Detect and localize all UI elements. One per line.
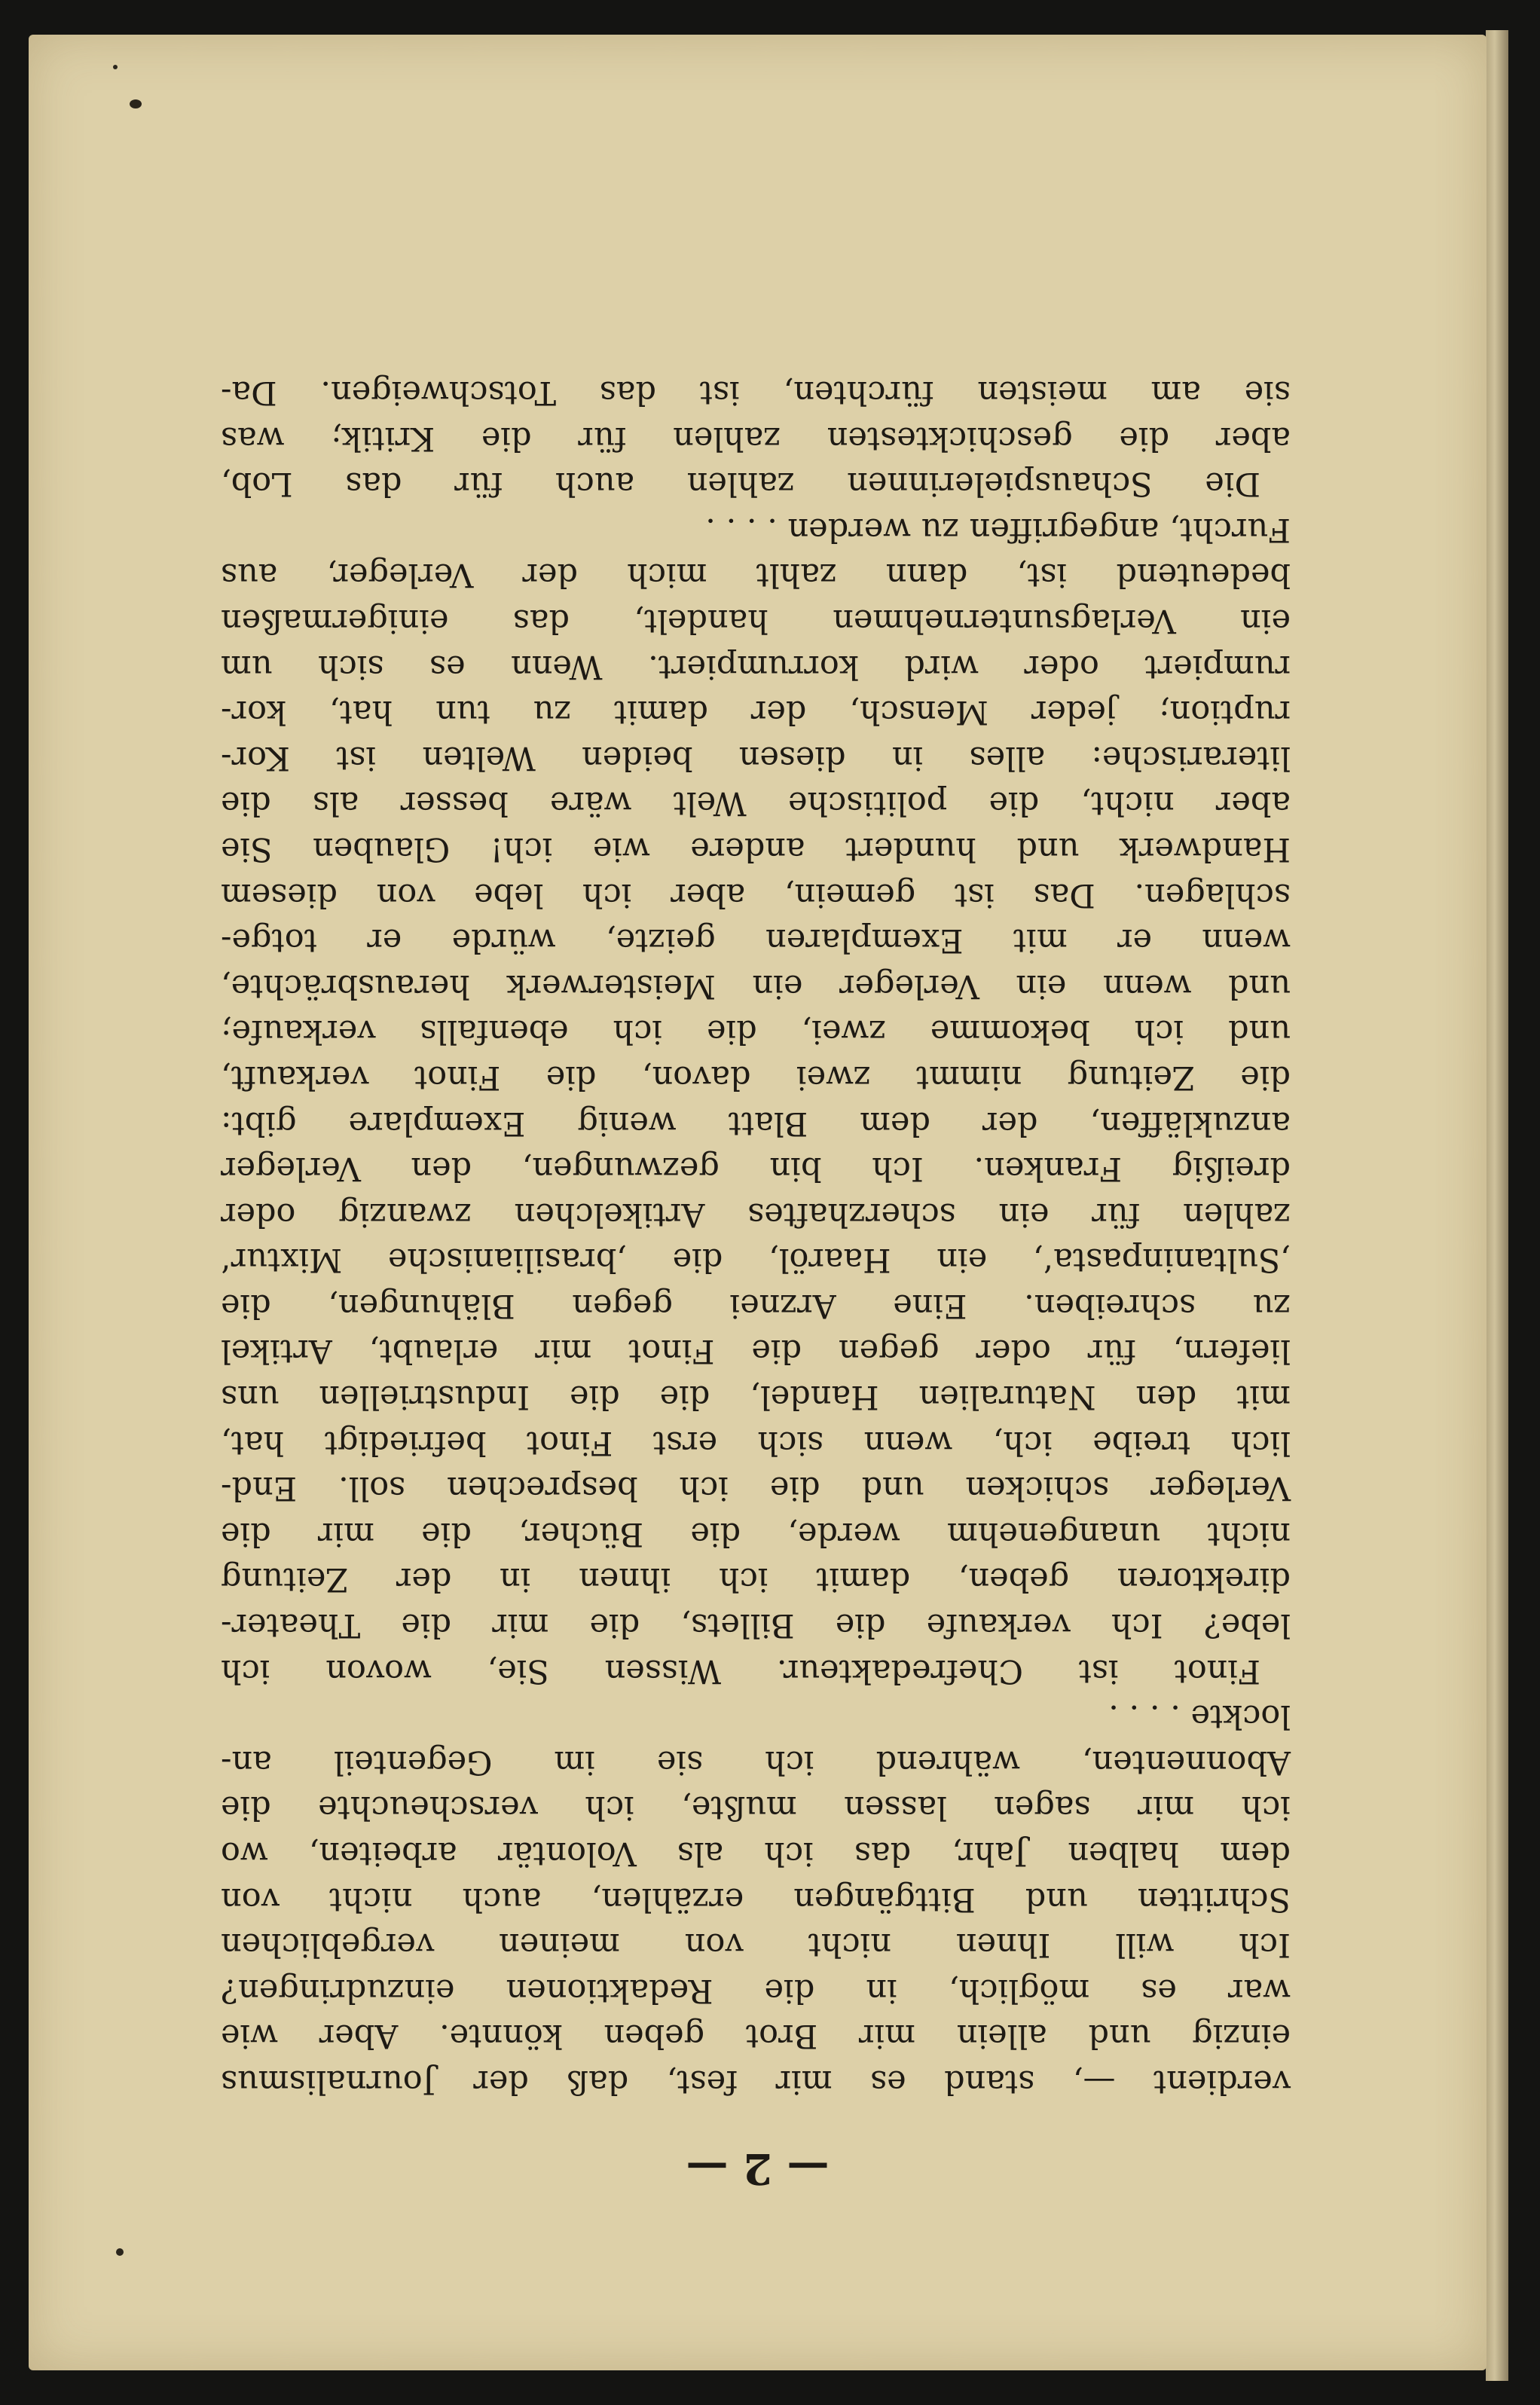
text-line: zu schreiben. Eine Arznei gegen Blähungen, die <box>221 1286 1291 1325</box>
text-line: die Zeitung nimmt zwei davon, die Finot verkauft, <box>221 1058 1291 1096</box>
ink-smudge <box>130 99 142 108</box>
text-line: mit den Naturalien Handel, die die Industriellen uns <box>221 1378 1291 1416</box>
text-line: zahlen für ein scherzhaftes Artikelchen zwanzig oder <box>221 1195 1291 1233</box>
text-line: dreißig Franken. Ich bin gezwungen, den Verleger <box>221 1150 1291 1188</box>
text-line: liefern, für oder gegen die Finot mir erlaubt, Artikel <box>221 1332 1291 1371</box>
text-line: Die Schauspielerinnen zahlen auch für das Lob, <box>221 465 1260 503</box>
text-line: nicht unangenehm werde, die Bücher, die mir die <box>221 1514 1291 1553</box>
book-page <box>29 35 1487 2370</box>
text-line: lich treibe ich, wenn sich erst Finot befriedigt hat, <box>221 1423 1291 1462</box>
text-line: ich mir sagen lassen mußte, ich verscheuchte die <box>221 1789 1291 1827</box>
text-line: ‚Sultaninpasta‘, ein Haaröl, die ‚brasilianische Mixtur‘ <box>221 1241 1291 1279</box>
ink-smudge <box>116 2248 124 2256</box>
text-line: anzukläffen, der dem Blatt wenig Exemplare gibt: <box>221 1104 1291 1142</box>
text-line: Ich will Ihnen nicht von meinen vergeblichen <box>221 1926 1291 1964</box>
text-line: und ich bekomme zwei, die ich ebenfalls verkaufe; <box>221 1013 1291 1051</box>
text-line: Verleger schicken und die ich besprechen soll. End- <box>221 1469 1291 1508</box>
text-line: wenn er mit Exemplaren geizte, würde er totge- <box>221 921 1291 960</box>
text-line: ein Verlagsunternehmen handelt, das einigermaßen <box>221 602 1291 640</box>
text-line: aber nicht, die politische Welt wäre besser als die <box>221 784 1291 823</box>
text-line: Finot ist Chefredakteur. Wissen Sie, wovon ich <box>221 1652 1260 1690</box>
text-line: bedeutend ist, dann zahlt mich der Verleger, aus <box>221 556 1291 594</box>
text-line: lebe? Ich verkaufe die Billets, die mir die Theater- <box>221 1606 1291 1645</box>
text-line: dem halben Jahr, das ich als Volontär arbeiten, wo <box>221 1835 1291 1873</box>
page-number: — 2 — <box>686 2144 830 2193</box>
text-line: Abonnenten, während ich sie im Gegenteil an- <box>221 1743 1291 1781</box>
text-line: Schritten und Bittgängen erzählen, auch nicht von <box>221 1880 1291 1918</box>
text-line: verdient —, stand es mir fest, daß der Journalismus <box>221 2063 1291 2101</box>
text-line: war es möglich, in die Redaktionen einzudringen? <box>221 1971 1291 2009</box>
text-line: direktoren geben, damit ich ihnen in der Zeitung <box>221 1560 1291 1599</box>
book-spine-edge <box>1486 30 1508 2381</box>
text-line: rumpiert oder wird korrumpiert. Wenn es sich um <box>221 647 1291 686</box>
text-line: aber die geschicktesten zahlen für die Kritik; was <box>221 419 1291 457</box>
text-line: einzig und allein mir Brot geben könnte. Aber wie <box>221 2017 1291 2055</box>
text-line: schlagen. Das ist gemein, aber ich lebe von diesem <box>221 876 1291 914</box>
text-line: Handwerk und hundert andere wie ich! Glauben Sie <box>221 830 1291 868</box>
body-text <box>221 369 1291 2104</box>
text-line: lockte . . . . <box>1108 1698 1291 1736</box>
upside-down-page-content <box>29 35 1487 2370</box>
text-line: Furcht, angegriffen zu werden . . . . <box>705 510 1291 549</box>
text-line: und wenn ein Verleger ein Meisterwerk herausbrächte, <box>221 967 1291 1005</box>
text-line: sie am meisten fürchten, ist das Totschweigen. Da- <box>221 374 1291 412</box>
text-line: literarische: alles in diesen beiden Welten ist Kor- <box>221 738 1291 777</box>
ink-smudge <box>113 65 118 69</box>
text-line: ruption; jeder Mensch, der damit zu tun hat, kor- <box>221 693 1291 732</box>
